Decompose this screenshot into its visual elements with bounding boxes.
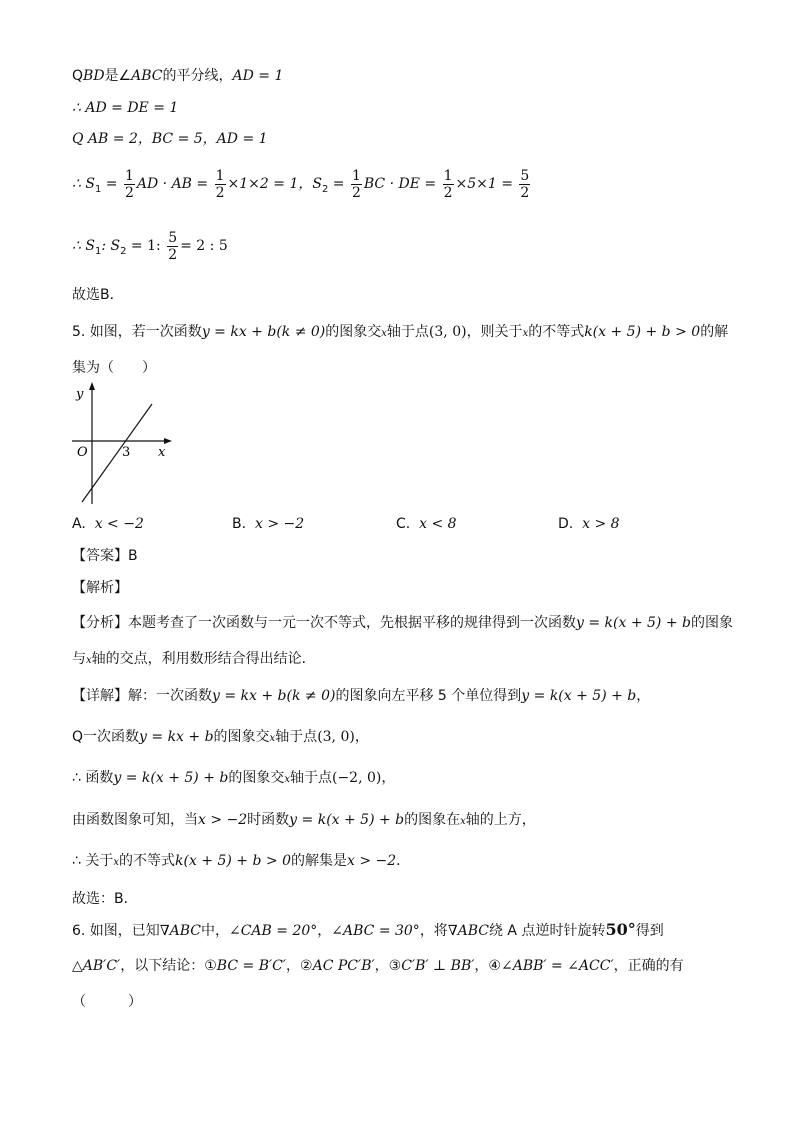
math-given: Q AB = 2，BC = 5，AD = 1 (72, 131, 268, 147)
text: 时函数 (247, 812, 290, 828)
text: 由函数图象可知，当 (72, 812, 198, 828)
text: ，以下结论：① (120, 958, 217, 974)
math-point: (−2, 0) (331, 770, 382, 786)
text: ∴ 函数 (72, 770, 114, 786)
sub-1: 1 (94, 183, 102, 195)
numerator: 1 (124, 167, 134, 184)
text: 绕 A 点逆时针旋转 (488, 923, 606, 939)
math-conclusion: ∠ABB′ = ∠ACC′ (500, 958, 614, 974)
math-triangle: △AB′C′ (72, 958, 121, 974)
text: 轴于点 (386, 324, 429, 340)
origin-label: O (77, 445, 88, 460)
text: ， (381, 770, 396, 786)
text: 的解 (700, 324, 729, 340)
text: 轴的交点，利用数形结合得出结论． (91, 651, 316, 667)
denominator: 2 (168, 246, 178, 263)
math-x: x (284, 774, 290, 785)
q6-stem-line-1 (72, 920, 664, 941)
x-label: x (158, 445, 166, 460)
fraction-half (351, 168, 362, 201)
math-triangle: ∇ABC (159, 923, 201, 939)
proof-line-1 (72, 66, 283, 86)
fenxi-line-1 (72, 613, 733, 633)
math-shifted-fn: y = k(x + 5) + b (521, 688, 637, 704)
text: 【解析】 (72, 580, 128, 596)
text: 轴于点 (289, 770, 332, 786)
numerator: 5 (168, 229, 178, 246)
text: ，将 (419, 923, 448, 939)
y-axis-arrow (89, 382, 95, 390)
denominator: 2 (443, 184, 453, 201)
option-label: A. (72, 516, 86, 532)
option-label: B. (232, 516, 247, 532)
text: 是∠ (104, 68, 132, 84)
math-linear-fn: y = kx + b(k ≠ 0) (212, 688, 336, 704)
proof-line-2 (72, 98, 178, 118)
proof-choice (72, 285, 124, 305)
option-label: D. (558, 516, 574, 532)
math-shifted-fn: y = k(x + 5) + b (576, 615, 691, 631)
q5-option-d[interactable] (558, 516, 620, 532)
q5-option-b[interactable] (232, 516, 304, 532)
math-condition: x > −2 (198, 812, 248, 828)
q5-stem-line-1 (72, 322, 728, 344)
q5-option-a[interactable] (72, 516, 144, 532)
text: 的平分线， (162, 68, 233, 84)
q5-stem-line-2 (72, 358, 156, 378)
math-angle: ∠ABC = 30° (331, 923, 420, 939)
text: 中， (200, 923, 229, 939)
fraction-half (215, 168, 226, 201)
denominator: 2 (351, 184, 361, 201)
math-inequality: k(x + 5) + b > 0 (584, 324, 701, 340)
intercept-label: 3 (122, 445, 131, 460)
math-bd: BD (83, 68, 105, 84)
xiangjie-line (72, 686, 650, 706)
math-shifted-fn: y = k(x + 5) + b (289, 812, 405, 828)
text: 的图象在 (404, 812, 461, 828)
solution-line-1 (72, 727, 369, 749)
y-label: y (76, 387, 84, 402)
text: 的解集是 (290, 853, 347, 869)
math-point: (3, 0) (428, 324, 467, 340)
text: 的图象 (690, 615, 733, 631)
answer-tag (72, 546, 138, 566)
math-ratio: = 2 : 5 (180, 238, 228, 254)
fraction-half (124, 168, 135, 201)
sub-2: 2 (321, 183, 329, 195)
text: 【分析】本题考查了一次函数与一元一次不等式，先根据平移的规律得到一次函数 (72, 615, 576, 631)
text: 的不等式 (119, 853, 175, 869)
text: ，④ (474, 958, 501, 974)
q6-stem-line-2 (72, 956, 684, 976)
math-angle: ∠CAB = 20° (228, 923, 318, 939)
math: AD · AB = (136, 176, 209, 192)
math-s1: ∴ S (72, 176, 95, 192)
math-linear-fn: y = kx + b (139, 729, 214, 745)
text: 轴的上方， (465, 812, 536, 828)
math-abc: ABC (131, 68, 163, 84)
numerator: 1 (443, 167, 453, 184)
numerator: 5 (520, 167, 530, 184)
text: 得到 (635, 923, 664, 939)
denominator: 2 (215, 184, 225, 201)
math-ad: AD = 1 (232, 68, 284, 84)
text: 的图象交 (213, 729, 270, 745)
math-shifted-fn: y = k(x + 5) + b (113, 770, 229, 786)
solution-line-2 (72, 768, 395, 790)
denominator: 2 (124, 184, 134, 201)
math-x: x (86, 655, 92, 666)
text: ，则关于 (466, 324, 523, 340)
q5-choice (72, 889, 138, 909)
text: ． (396, 853, 411, 869)
fraction-five-halves (167, 230, 178, 263)
text: ，② (286, 958, 313, 974)
math: = 1: (130, 238, 161, 254)
option-value: x < −2 (94, 516, 144, 532)
proof-line-3 (72, 129, 268, 149)
math-linear-fn: y = kx + b(k ≠ 0) (201, 324, 326, 340)
q5-graph-figure (70, 382, 175, 508)
option-label: C. (396, 516, 411, 532)
text: （ ） (72, 994, 142, 1010)
text: ，正确的有 (613, 958, 684, 974)
text: 的图象交 (325, 324, 382, 340)
fraction-half (443, 168, 454, 201)
q5-option-c[interactable] (396, 516, 457, 532)
math-x: x (381, 328, 387, 339)
choice-text: 故选：B． (72, 891, 138, 907)
solution-line-3 (72, 810, 536, 832)
math-s1: ∴ S (72, 238, 95, 254)
math-conclusion: BC = B′C′ (216, 958, 287, 974)
math-solution: x > −2 (346, 853, 397, 869)
proof-line-5 (72, 228, 228, 270)
text: ，③ (374, 958, 402, 974)
text: 集为（ ） (72, 360, 156, 376)
sub-2: 2 (120, 245, 127, 257)
math: BC · DE = (363, 176, 437, 192)
text: ， (636, 688, 651, 704)
solution-line-4 (72, 851, 410, 873)
text: 【详解】解：一次函数 (72, 688, 212, 704)
fraction-five-halves (519, 168, 530, 201)
analysis-tag (72, 578, 128, 598)
math-x: x (113, 857, 119, 868)
proof-line-4: ∴ $S_1$ = $\frac{1}{2}$ AD · AB = $\frac{1}{2}$ ×1×2 = 1，$S_2$ = $\frac{1}{2}$ BC · DE = $\frac{1}{2}$ ×5×1 = $\frac{5}{2}$ (72, 167, 530, 201)
math: : S (101, 238, 121, 254)
text: ， (354, 729, 369, 745)
text: 6. 如图，已知 (72, 923, 160, 939)
math-conclusion: C′B′ ⊥ BB′ (401, 958, 475, 974)
fenxi-line-2 (72, 649, 316, 671)
denominator: 2 (520, 184, 530, 201)
text: 【答案】B (72, 548, 138, 564)
math-x: x (522, 328, 529, 339)
math-point: (3, 0) (317, 729, 355, 745)
text: 与 (72, 651, 86, 667)
text: ， (317, 923, 332, 939)
math-triangle: ∇ABC (447, 923, 489, 939)
math: ×5×1 = (455, 176, 513, 192)
math: ×1×2 = 1，S (227, 176, 322, 192)
choice-text: 故选B． (72, 287, 124, 303)
q6-stem-line-3 (72, 992, 142, 1012)
numerator: 1 (215, 167, 225, 184)
math-x: x (269, 733, 276, 744)
text: 的图象向左平移 5 个单位得到 (335, 688, 522, 704)
text: Q一次函数 (72, 729, 140, 745)
because-symbol: Q (72, 68, 84, 84)
numerator: 1 (351, 167, 361, 184)
option-value: x < 8 (419, 516, 457, 532)
option-value: x > 8 (582, 516, 620, 532)
text: 5. 如图，若一次函数 (72, 324, 202, 340)
text: 的不等式 (528, 324, 585, 340)
option-value: x > −2 (254, 516, 305, 532)
math-ad-de: ∴ AD = DE = 1 (72, 100, 179, 116)
text: 轴于点 (275, 729, 318, 745)
math-conclusion: AC PC′B′ (312, 958, 375, 974)
text: 的图象交 (228, 770, 285, 786)
text: ∴ 关于 (72, 853, 114, 869)
x-axis-arrow (164, 438, 172, 444)
sub-1: 1 (94, 245, 102, 257)
math-inequality: k(x + 5) + b > 0 (175, 853, 291, 869)
math-x: x (460, 816, 466, 827)
math-degree: 50° (605, 920, 636, 939)
